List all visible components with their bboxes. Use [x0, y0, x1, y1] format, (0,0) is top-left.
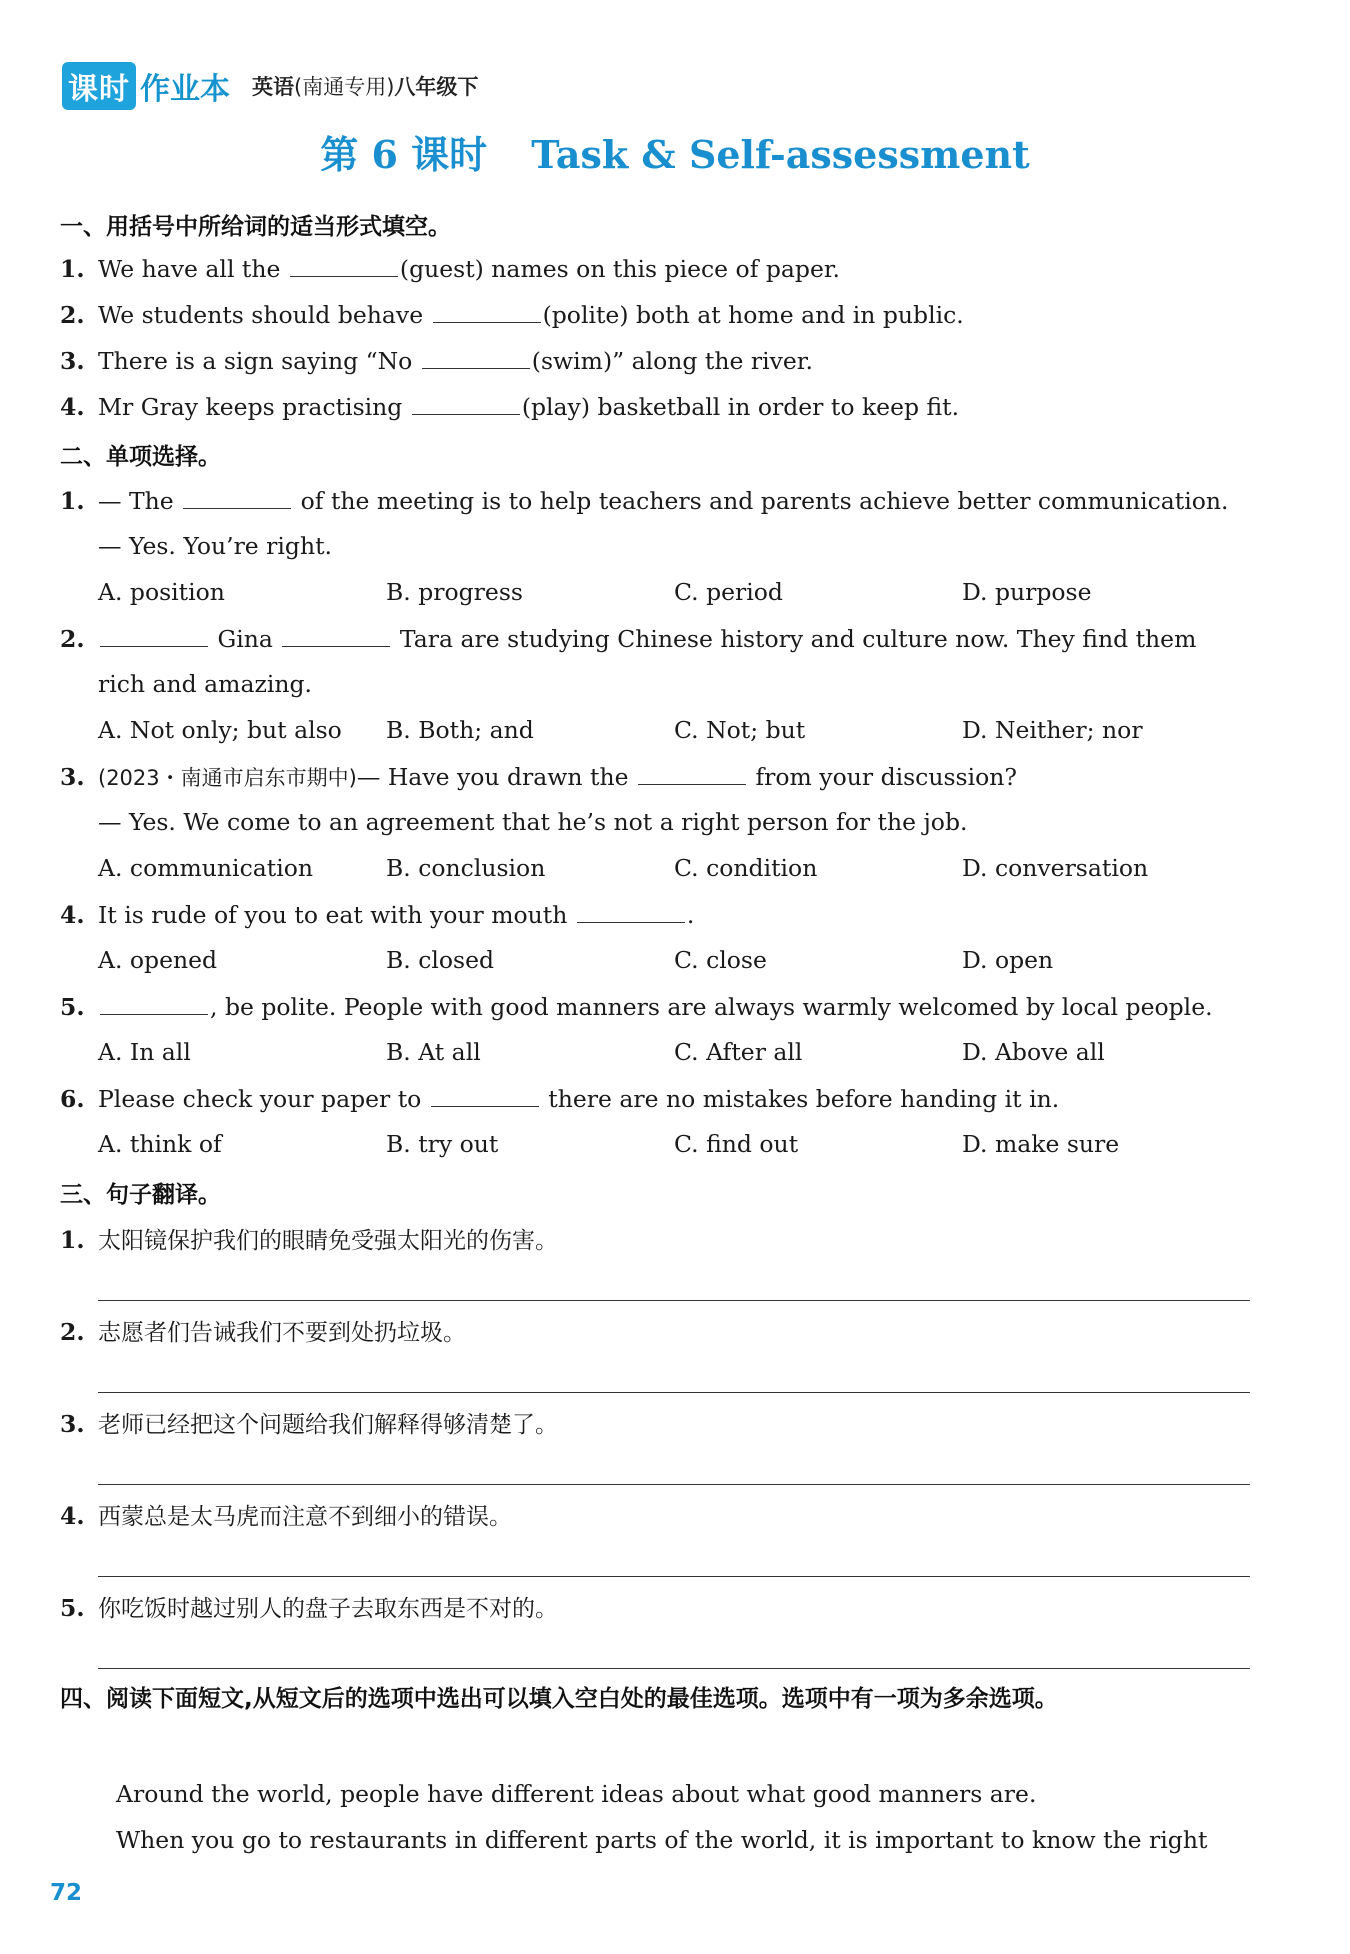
brand-logo-box: 课时	[62, 62, 136, 110]
reading-paragraph-2: When you go to restaurants in different parts of the world, it is important to know the right	[116, 1826, 1208, 1854]
answer-blank[interactable]	[290, 254, 398, 277]
lesson-title: 第 6 课时 Task & Self-assessment	[320, 132, 1030, 177]
answer-blank[interactable]	[412, 392, 520, 415]
answer-blank[interactable]	[577, 900, 685, 923]
mc-1-option-c[interactable]: C. period	[674, 578, 783, 606]
mc-6-option-a[interactable]: A. think of	[98, 1130, 222, 1158]
mc-2-option-a[interactable]: A. Not only; but also	[98, 716, 342, 744]
translation-item-4: 4. 西蒙总是太马虎而注意不到细小的错误。	[60, 1502, 512, 1530]
mc-3-option-b[interactable]: B. conclusion	[386, 854, 546, 882]
mc-5-option-d[interactable]: D. Above all	[962, 1038, 1105, 1066]
section-4-title: 四、阅读下面短文,从短文后的选项中选出可以填入空白处的最佳选项。选项中有一项为多余选项。	[60, 1686, 1058, 1712]
section-3-title: 三、句子翻译。	[60, 1182, 221, 1208]
mc-1-option-b[interactable]: B. progress	[386, 578, 523, 606]
mc-question-4: 4. It is rude of you to eat with your mouth .	[60, 901, 695, 929]
mc-question-1-reply: — Yes. You’re right.	[98, 532, 333, 560]
mc-4-option-b[interactable]: B. closed	[386, 946, 495, 974]
mc-3-option-c[interactable]: C. condition	[674, 854, 818, 882]
mc-3-option-a[interactable]: A. communication	[98, 854, 313, 882]
mc-6-option-d[interactable]: D. make sure	[962, 1130, 1120, 1158]
fill-item-4: 4. Mr Gray keeps practising (play) basketball in order to keep fit.	[60, 393, 960, 421]
mc-2-option-b[interactable]: B. Both; and	[386, 716, 534, 744]
mc-4-option-a[interactable]: A. opened	[98, 946, 218, 974]
translation-answer-line[interactable]	[98, 1300, 1250, 1301]
answer-blank[interactable]	[100, 624, 208, 647]
mc-1-option-d[interactable]: D. purpose	[962, 578, 1092, 606]
reading-paragraph-1: Around the world, people have different ideas about what good manners are.	[116, 1780, 1037, 1808]
answer-blank[interactable]	[183, 486, 291, 509]
question-source: (2023・南通市启东市期中)	[98, 766, 357, 790]
page-header	[62, 62, 478, 110]
translation-answer-line[interactable]	[98, 1668, 1250, 1669]
mc-question-3-reply: — Yes. We come to an agreement that he’s not a right person for the job.	[98, 808, 968, 836]
mc-4-option-d[interactable]: D. open	[962, 946, 1054, 974]
mc-question-3: 3. (2023・南通市启东市期中)— Have you drawn the from your discussion?	[60, 763, 1017, 791]
section-1-title: 一、用括号中所给词的适当形式填空。	[60, 214, 451, 240]
mc-6-option-c[interactable]: C. find out	[674, 1130, 799, 1158]
translation-item-1: 1. 太阳镜保护我们的眼睛免受强太阳光的伤害。	[60, 1226, 558, 1254]
mc-5-option-c[interactable]: C. After all	[674, 1038, 803, 1066]
section-2-title: 二、单项选择。	[60, 444, 221, 470]
answer-blank[interactable]	[638, 762, 746, 785]
mc-2-option-d[interactable]: D. Neither; nor	[962, 716, 1143, 744]
mc-3-option-d[interactable]: D. conversation	[962, 854, 1149, 882]
answer-blank[interactable]	[422, 346, 530, 369]
translation-item-3: 3. 老师已经把这个问题给我们解释得够清楚了。	[60, 1410, 558, 1438]
mc-question-2: 2. Gina Tara are studying Chinese history and culture now. They find them	[60, 625, 1197, 653]
fill-item-2: 2. We students should behave (polite) both at home and in public.	[60, 301, 964, 329]
fill-item-1: 1. We have all the (guest) names on this piece of paper.	[60, 255, 840, 283]
mc-4-option-c[interactable]: C. close	[674, 946, 767, 974]
mc-question-6: 6. Please check your paper to there are no mistakes before handing it in.	[60, 1085, 1060, 1113]
mc-question-1: 1. — The of the meeting is to help teachers and parents achieve better communication.	[60, 487, 1229, 515]
answer-blank[interactable]	[100, 992, 208, 1015]
translation-answer-line[interactable]	[98, 1576, 1250, 1577]
translation-item-5: 5. 你吃饭时越过别人的盘子去取东西是不对的。	[60, 1594, 558, 1622]
answer-blank[interactable]	[431, 1084, 539, 1107]
brand-logo-text: 作业本	[140, 72, 230, 107]
mc-5-option-a[interactable]: A. In all	[98, 1038, 191, 1066]
mc-2-option-c[interactable]: C. Not; but	[674, 716, 806, 744]
answer-blank[interactable]	[433, 300, 541, 323]
mc-1-option-a[interactable]: A. position	[98, 578, 225, 606]
page-number: 72	[50, 1880, 83, 1906]
answer-blank[interactable]	[282, 624, 390, 647]
translation-item-2: 2. 志愿者们告诫我们不要到处扔垃圾。	[60, 1318, 466, 1346]
mc-question-2-cont: rich and amazing.	[98, 670, 313, 698]
mc-5-option-b[interactable]: B. At all	[386, 1038, 481, 1066]
mc-6-option-b[interactable]: B. try out	[386, 1130, 499, 1158]
mc-question-5: 5. , be polite. People with good manners are always warmly welcomed by local people.	[60, 993, 1213, 1021]
translation-answer-line[interactable]	[98, 1484, 1250, 1485]
translation-answer-line[interactable]	[98, 1392, 1250, 1393]
subject-label: 英语(南通专用)八年级下	[252, 75, 479, 99]
fill-item-3: 3. There is a sign saying “No (swim)” along the river.	[60, 347, 813, 375]
